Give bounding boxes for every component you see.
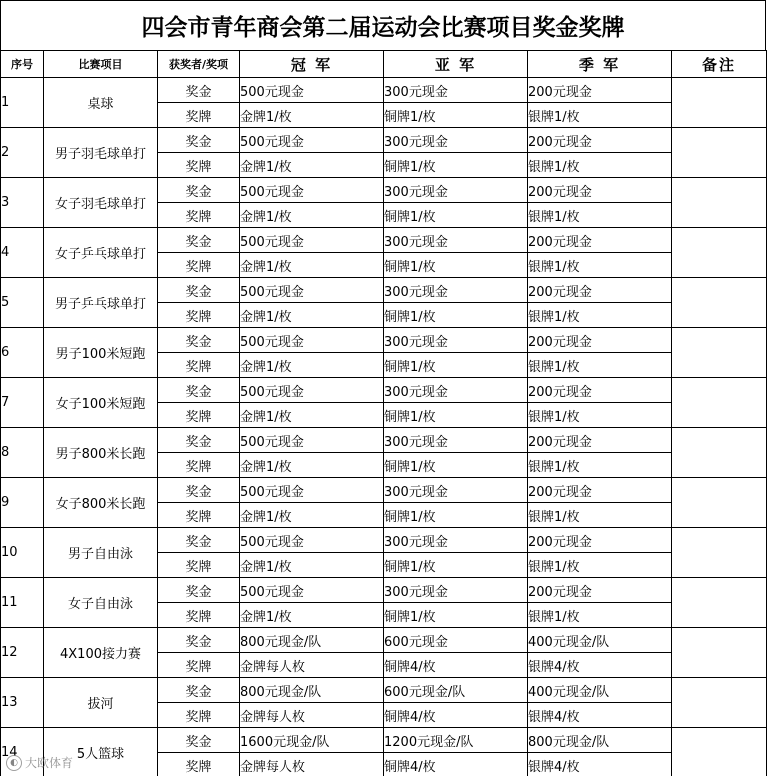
first-prize: 500元现金 bbox=[240, 328, 384, 353]
event-name: 男子800米长跑 bbox=[44, 428, 158, 478]
first-prize: 500元现金 bbox=[240, 528, 384, 553]
medal-label: 奖牌 bbox=[158, 553, 240, 578]
first-prize: 500元现金 bbox=[240, 78, 384, 103]
prize-label: 奖金 bbox=[158, 378, 240, 403]
first-prize: 500元现金 bbox=[240, 228, 384, 253]
third-prize: 200元现金 bbox=[528, 378, 672, 403]
header-award-type: 获奖者/奖项 bbox=[158, 51, 240, 78]
medal-label: 奖牌 bbox=[158, 303, 240, 328]
third-prize: 200元现金 bbox=[528, 578, 672, 603]
event-name: 男子100米短跑 bbox=[44, 328, 158, 378]
prize-label: 奖金 bbox=[158, 528, 240, 553]
first-medal: 金牌1/枚 bbox=[240, 453, 384, 478]
note-cell bbox=[672, 678, 767, 728]
medal-label: 奖牌 bbox=[158, 703, 240, 728]
prize-row bbox=[1, 78, 767, 103]
third-medal: 银牌1/枚 bbox=[528, 453, 672, 478]
third-medal: 银牌1/枚 bbox=[528, 353, 672, 378]
third-prize: 200元现金 bbox=[528, 478, 672, 503]
prize-row bbox=[1, 628, 767, 653]
header-third-place: 季 军 bbox=[528, 51, 672, 78]
first-medal: 金牌1/枚 bbox=[240, 403, 384, 428]
first-medal: 金牌1/枚 bbox=[240, 353, 384, 378]
note-cell bbox=[672, 428, 767, 478]
event-name: 女子800米长跑 bbox=[44, 478, 158, 528]
event-name: 女子乒乓球单打 bbox=[44, 228, 158, 278]
third-prize: 200元现金 bbox=[528, 228, 672, 253]
event-name: 女子自由泳 bbox=[44, 578, 158, 628]
third-medal: 银牌4/枚 bbox=[528, 753, 672, 776]
third-medal: 银牌1/枚 bbox=[528, 553, 672, 578]
second-medal: 铜牌1/枚 bbox=[384, 453, 528, 478]
second-prize: 300元现金 bbox=[384, 128, 528, 153]
row-index: 10 bbox=[1, 528, 44, 578]
first-medal: 金牌每人枚 bbox=[240, 653, 384, 678]
second-prize: 300元现金 bbox=[384, 378, 528, 403]
first-prize: 500元现金 bbox=[240, 178, 384, 203]
third-medal: 银牌1/枚 bbox=[528, 503, 672, 528]
medal-label: 奖牌 bbox=[158, 453, 240, 478]
prize-row bbox=[1, 378, 767, 403]
medal-label: 奖牌 bbox=[158, 353, 240, 378]
second-medal: 铜牌1/枚 bbox=[384, 253, 528, 278]
medal-label: 奖牌 bbox=[158, 253, 240, 278]
prize-label: 奖金 bbox=[158, 578, 240, 603]
first-prize: 800元现金/队 bbox=[240, 678, 384, 703]
prize-row bbox=[1, 228, 767, 253]
prize-row bbox=[1, 528, 767, 553]
third-prize: 200元现金 bbox=[528, 328, 672, 353]
third-prize: 200元现金 bbox=[528, 278, 672, 303]
third-prize: 200元现金 bbox=[528, 78, 672, 103]
prize-label: 奖金 bbox=[158, 628, 240, 653]
first-medal: 金牌1/枚 bbox=[240, 103, 384, 128]
watermark-logo-icon: ◐ bbox=[6, 755, 22, 771]
header-index: 序号 bbox=[1, 51, 44, 78]
second-prize: 300元现金 bbox=[384, 178, 528, 203]
second-prize: 600元现金 bbox=[384, 628, 528, 653]
medal-label: 奖牌 bbox=[158, 503, 240, 528]
third-medal: 银牌4/枚 bbox=[528, 653, 672, 678]
note-cell bbox=[672, 378, 767, 428]
second-prize: 300元现金 bbox=[384, 578, 528, 603]
third-medal: 银牌1/枚 bbox=[528, 403, 672, 428]
second-medal: 铜牌4/枚 bbox=[384, 653, 528, 678]
prize-label: 奖金 bbox=[158, 328, 240, 353]
first-medal: 金牌每人枚 bbox=[240, 703, 384, 728]
second-medal: 铜牌1/枚 bbox=[384, 503, 528, 528]
prize-label: 奖金 bbox=[158, 178, 240, 203]
watermark bbox=[6, 754, 73, 771]
second-prize: 300元现金 bbox=[384, 78, 528, 103]
third-prize: 400元现金/队 bbox=[528, 628, 672, 653]
prize-label: 奖金 bbox=[158, 228, 240, 253]
first-prize: 1600元现金/队 bbox=[240, 728, 384, 753]
prize-label: 奖金 bbox=[158, 278, 240, 303]
first-medal: 金牌1/枚 bbox=[240, 203, 384, 228]
third-prize: 200元现金 bbox=[528, 178, 672, 203]
award-table bbox=[0, 50, 767, 776]
third-prize: 800元现金/队 bbox=[528, 728, 672, 753]
header-event: 比赛项目 bbox=[44, 51, 158, 78]
prize-label: 奖金 bbox=[158, 678, 240, 703]
third-prize: 400元现金/队 bbox=[528, 678, 672, 703]
note-cell bbox=[672, 128, 767, 178]
first-medal: 金牌1/枚 bbox=[240, 153, 384, 178]
prize-row bbox=[1, 128, 767, 153]
note-cell bbox=[672, 578, 767, 628]
third-prize: 200元现金 bbox=[528, 528, 672, 553]
first-prize: 800元现金/队 bbox=[240, 628, 384, 653]
medal-label: 奖牌 bbox=[158, 153, 240, 178]
first-medal: 金牌1/枚 bbox=[240, 503, 384, 528]
second-prize: 600元现金/队 bbox=[384, 678, 528, 703]
row-index: 13 bbox=[1, 678, 44, 728]
note-cell bbox=[672, 78, 767, 128]
first-medal: 金牌1/枚 bbox=[240, 253, 384, 278]
prize-row bbox=[1, 178, 767, 203]
row-index: 11 bbox=[1, 578, 44, 628]
third-medal: 银牌1/枚 bbox=[528, 303, 672, 328]
row-index: 12 bbox=[1, 628, 44, 678]
first-prize: 500元现金 bbox=[240, 278, 384, 303]
prize-row bbox=[1, 278, 767, 303]
prize-row bbox=[1, 678, 767, 703]
note-cell bbox=[672, 628, 767, 678]
prize-label: 奖金 bbox=[158, 78, 240, 103]
header-row bbox=[1, 51, 767, 78]
event-name: 桌球 bbox=[44, 78, 158, 128]
medal-label: 奖牌 bbox=[158, 653, 240, 678]
note-cell bbox=[672, 478, 767, 528]
second-prize: 300元现金 bbox=[384, 478, 528, 503]
second-prize: 1200元现金/队 bbox=[384, 728, 528, 753]
note-cell bbox=[672, 178, 767, 228]
event-name: 女子100米短跑 bbox=[44, 378, 158, 428]
row-index: 3 bbox=[1, 178, 44, 228]
row-index: 2 bbox=[1, 128, 44, 178]
second-medal: 铜牌1/枚 bbox=[384, 553, 528, 578]
note-cell bbox=[672, 728, 767, 776]
first-prize: 500元现金 bbox=[240, 428, 384, 453]
header-second-place: 亚 军 bbox=[384, 51, 528, 78]
row-index: 4 bbox=[1, 228, 44, 278]
second-medal: 铜牌1/枚 bbox=[384, 303, 528, 328]
first-prize: 500元现金 bbox=[240, 378, 384, 403]
first-medal: 金牌1/枚 bbox=[240, 553, 384, 578]
event-name: 男子乒乓球单打 bbox=[44, 278, 158, 328]
note-cell bbox=[672, 328, 767, 378]
third-medal: 银牌1/枚 bbox=[528, 603, 672, 628]
header-note: 备注 bbox=[672, 51, 767, 78]
medal-label: 奖牌 bbox=[158, 403, 240, 428]
watermark-text: 大欧体育 bbox=[25, 756, 74, 770]
row-index: 6 bbox=[1, 328, 44, 378]
row-index: 14 bbox=[1, 728, 44, 776]
event-name: 男子羽毛球单打 bbox=[44, 128, 158, 178]
prize-label: 奖金 bbox=[158, 478, 240, 503]
prize-label: 奖金 bbox=[158, 428, 240, 453]
prize-row bbox=[1, 578, 767, 603]
event-name: 4X100接力赛 bbox=[44, 628, 158, 678]
second-medal: 铜牌1/枚 bbox=[384, 203, 528, 228]
third-medal: 银牌1/枚 bbox=[528, 153, 672, 178]
second-medal: 铜牌1/枚 bbox=[384, 103, 528, 128]
event-name: 拔河 bbox=[44, 678, 158, 728]
first-prize: 500元现金 bbox=[240, 478, 384, 503]
row-index: 9 bbox=[1, 478, 44, 528]
note-cell bbox=[672, 528, 767, 578]
note-cell bbox=[672, 228, 767, 278]
prize-row bbox=[1, 478, 767, 503]
event-name: 5人篮球 bbox=[44, 728, 158, 776]
second-prize: 300元现金 bbox=[384, 528, 528, 553]
row-index: 7 bbox=[1, 378, 44, 428]
third-medal: 银牌4/枚 bbox=[528, 703, 672, 728]
second-prize: 300元现金 bbox=[384, 228, 528, 253]
third-medal: 银牌1/枚 bbox=[528, 253, 672, 278]
prize-row bbox=[1, 328, 767, 353]
third-medal: 银牌1/枚 bbox=[528, 103, 672, 128]
event-name: 女子羽毛球单打 bbox=[44, 178, 158, 228]
second-prize: 300元现金 bbox=[384, 278, 528, 303]
row-index: 5 bbox=[1, 278, 44, 328]
medal-label: 奖牌 bbox=[158, 603, 240, 628]
third-prize: 200元现金 bbox=[528, 128, 672, 153]
first-medal: 金牌1/枚 bbox=[240, 303, 384, 328]
prize-label: 奖金 bbox=[158, 128, 240, 153]
row-index: 1 bbox=[1, 78, 44, 128]
note-cell bbox=[672, 278, 767, 328]
second-medal: 铜牌1/枚 bbox=[384, 153, 528, 178]
medal-label: 奖牌 bbox=[158, 203, 240, 228]
second-prize: 300元现金 bbox=[384, 428, 528, 453]
first-prize: 500元现金 bbox=[240, 128, 384, 153]
second-medal: 铜牌1/枚 bbox=[384, 353, 528, 378]
event-name: 男子自由泳 bbox=[44, 528, 158, 578]
prize-row bbox=[1, 428, 767, 453]
medal-label: 奖牌 bbox=[158, 103, 240, 128]
medal-label: 奖牌 bbox=[158, 753, 240, 776]
row-index: 8 bbox=[1, 428, 44, 478]
prize-label: 奖金 bbox=[158, 728, 240, 753]
prize-row bbox=[1, 728, 767, 753]
first-medal: 金牌1/枚 bbox=[240, 603, 384, 628]
second-medal: 铜牌4/枚 bbox=[384, 753, 528, 776]
second-medal: 铜牌1/枚 bbox=[384, 403, 528, 428]
second-medal: 铜牌1/枚 bbox=[384, 603, 528, 628]
first-medal: 金牌每人枚 bbox=[240, 753, 384, 776]
second-prize: 300元现金 bbox=[384, 328, 528, 353]
third-prize: 200元现金 bbox=[528, 428, 672, 453]
second-medal: 铜牌4/枚 bbox=[384, 703, 528, 728]
third-medal: 银牌1/枚 bbox=[528, 203, 672, 228]
page-title: 四会市青年商会第二届运动会比赛项目奖金奖牌 bbox=[0, 0, 766, 50]
first-prize: 500元现金 bbox=[240, 578, 384, 603]
header-first-place: 冠 军 bbox=[240, 51, 384, 78]
